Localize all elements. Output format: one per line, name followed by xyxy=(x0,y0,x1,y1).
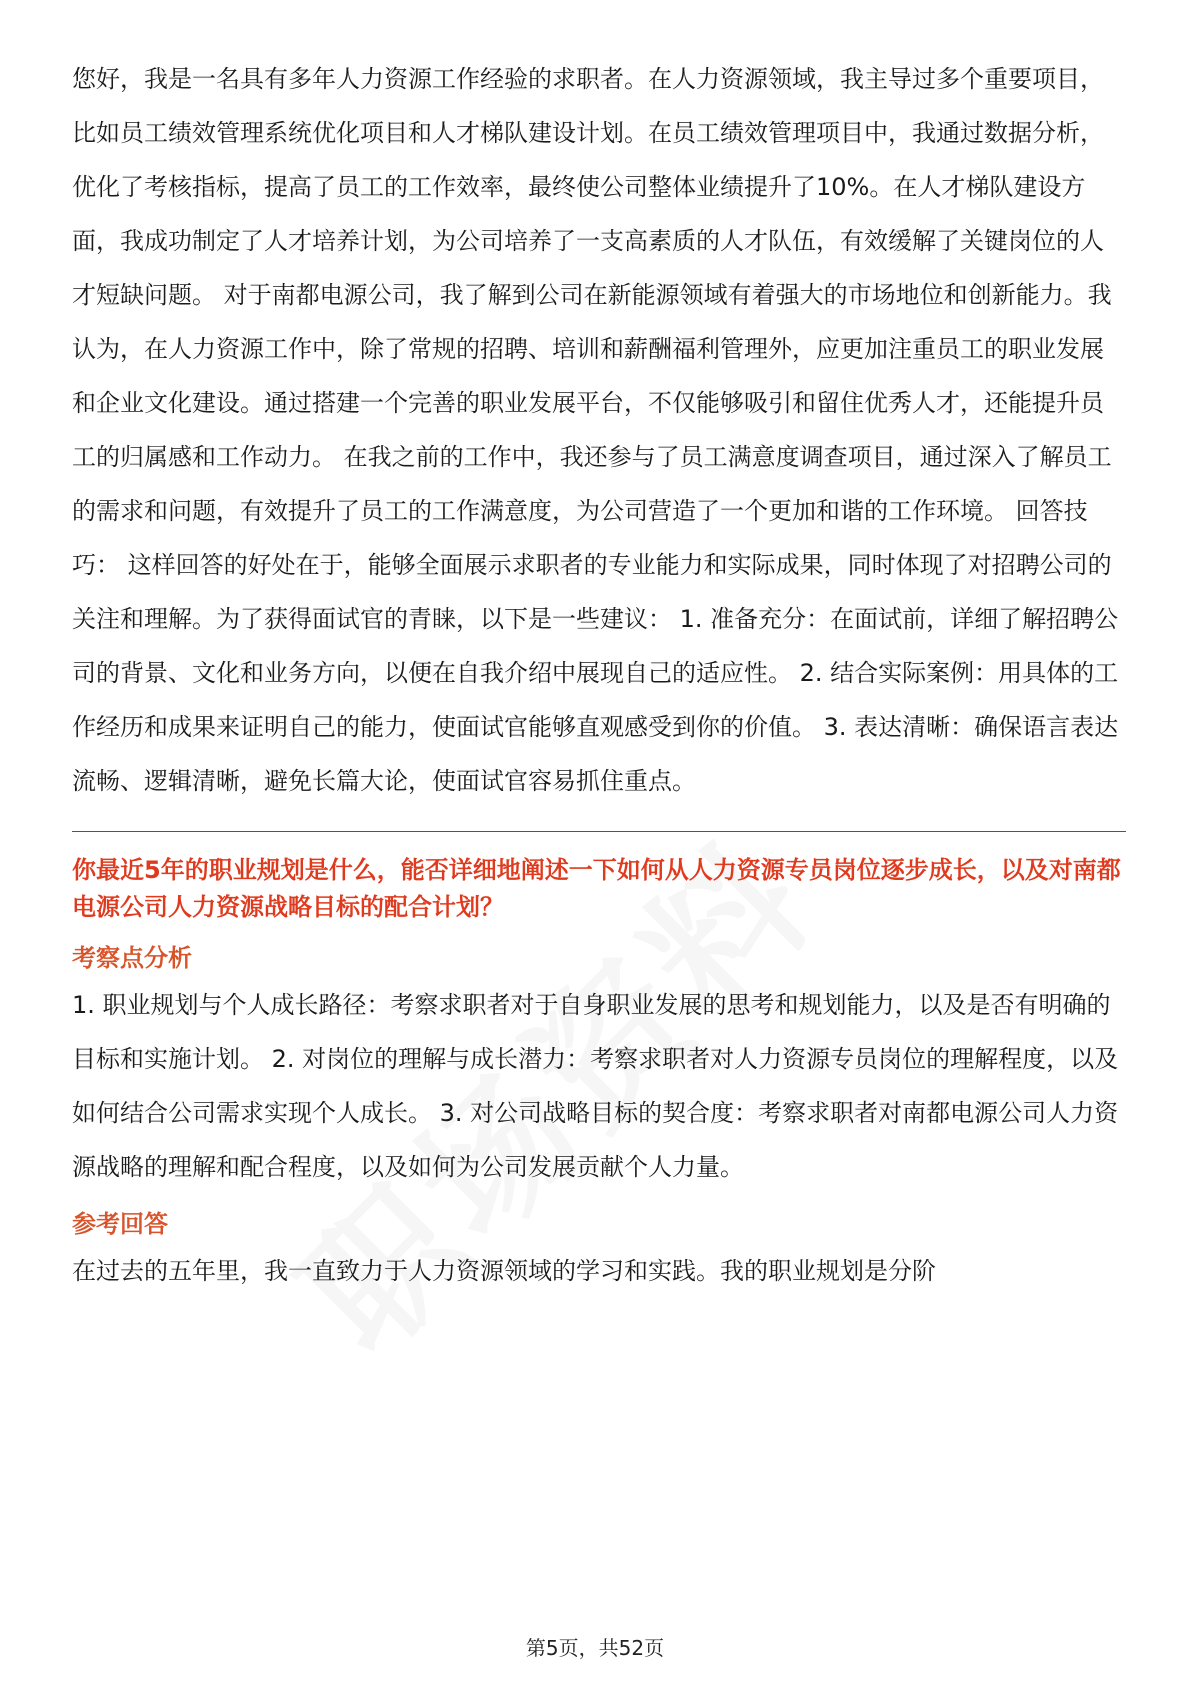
reference-answer-paragraph: 在过去的五年里，我一直致力于人力资源领域的学习和实践。我的职业规划是分阶 xyxy=(72,1257,936,1285)
intro-paragraph: 您好，我是一名具有多年人力资源工作经验的求职者。在人力资源领域，我主导过多个重要项目，比如员工绩效管理系统优化项目和人才梯队建设计划。在员工绩效管理项目中，我通过数据分析，优化了考核指标，提高了员工的工作效率，最终使公司整体业绩提升了10%。在人才梯队建设方面，我成功制定了人才培养计划，为公司培养了一支高素质的人才队伍，有效缓解了关键岗位的人才短缺问题。 对于南都电源公司，我了解到公司在新能源领域有着强大的市场地位和创新能力。我认为，在人力资源工作中，除了常规的招聘、培训和薪酬福利管理外，应更加注重员工的职业发展和企业文化建设。通过搭建一个完善的职业发展平台，不仅能够吸引和留住优秀人才，还能提升员工的归属感和工作动力。 在我之前的工作中，我还参与了员工满意度调查项目，通过深入了解员工的需求和问题，有效提升了员工的工作满意度，为公司营造了一个更加和谐的工作环境。 回答技巧： 这样回答的好处在于，能够全面展示求职者的专业能力和实际成果，同时体现了对招聘公司的关注和理解。为了获得面试官的青睐，以下是一些建议： 1. 准备充分：在面试前，详细了解招聘公司的背景、文化和业务方向，以便在自我介绍中展现自己的适应性。 2. 结合实际案例：用具体的工作经历和成果来证明自己的能力，使面试官能够直观感受到你的价值。 3. 表达清晰：确保语言表达流畅、逻辑清晰，避免长篇大论，使面试官容易抓住重点。 xyxy=(72,65,1119,795)
analysis-paragraph: 1. 职业规划与个人成长路径：考察求职者对于自身职业发展的思考和规划能力，以及是否有明确的目标和实施计划。 2. 对岗位的理解与成长潜力：考察求职者对人力资源专员岗位的理解程度，以及如何结合公司需求实现个人成长。 3. 对公司战略目标的契合度：考察求职者对南都电源公司人力资源战略的理解和配合程度，以及如何为公司发展贡献个人力量。 xyxy=(72,991,1119,1181)
page-number: 第5页，共52页 xyxy=(525,1636,665,1660)
analysis-heading: 考察点分析 xyxy=(72,944,192,972)
section-divider xyxy=(72,831,1126,832)
reference-answer-heading: 参考回答 xyxy=(72,1210,168,1238)
document-page xyxy=(72,52,1126,1298)
interview-question: 你最近5年的职业规划是什么，能否详细地阐述一下如何从人力资源专员岗位逐步成长，以及对南都电源公司人力资源战略目标的配合计划？ xyxy=(72,856,1121,921)
